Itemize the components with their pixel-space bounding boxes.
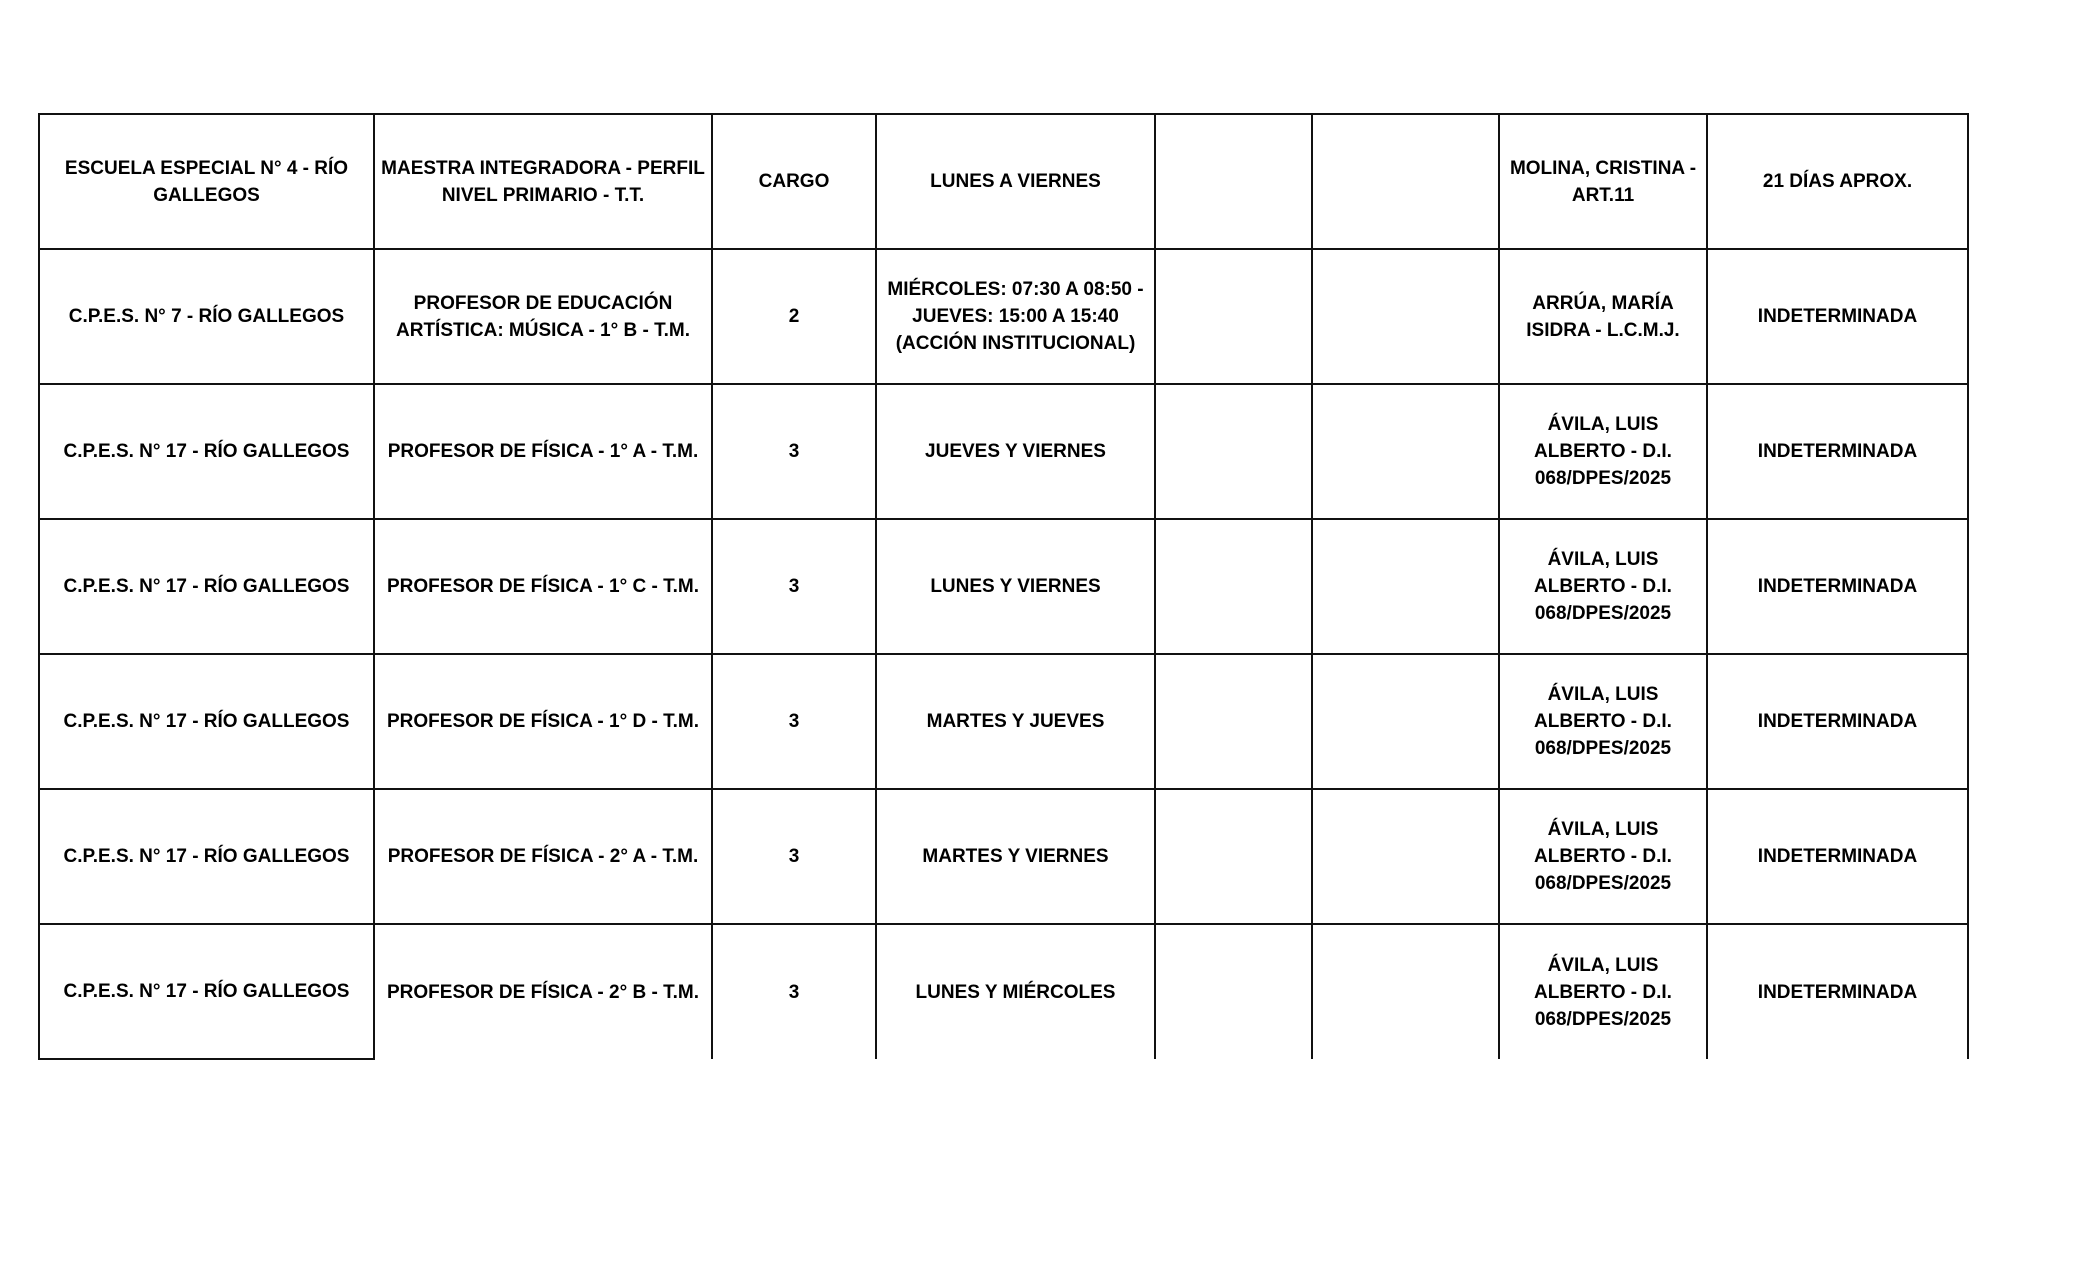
position-cell: PROFESOR DE EDUCACIÓN ARTÍSTICA: MÚSICA - 1° B - T.M. [374,249,712,384]
duration-cell: INDETERMINADA [1707,789,1968,924]
empty-cell [1312,519,1499,654]
position-cell: PROFESOR DE FÍSICA - 1° C - T.M. [374,519,712,654]
school-cell: C.P.E.S. N° 17 - RÍO GALLEGOS [39,519,374,654]
school-cell: C.P.E.S. N° 17 - RÍO GALLEGOS [39,789,374,924]
holder-cell: ÁVILA, LUIS ALBERTO - D.I. 068/DPES/2025 [1499,519,1707,654]
position-cell: PROFESOR DE FÍSICA - 1° A - T.M. [374,384,712,519]
duration-cell: INDETERMINADA [1707,654,1968,789]
table-row [39,519,1968,654]
empty-cell [1312,114,1499,249]
hours-cell: 3 [712,384,876,519]
empty-cell [1155,654,1312,789]
school-cell: C.P.E.S. N° 17 - RÍO GALLEGOS [39,384,374,519]
hours-cell: 3 [712,654,876,789]
holder-cell: ARRÚA, MARÍA ISIDRA - L.C.M.J. [1499,249,1707,384]
empty-cell [1155,249,1312,384]
empty-cell [1312,924,1499,1059]
schedule-cell: MIÉRCOLES: 07:30 A 08:50 - JUEVES: 15:00 A 15:40 (ACCIÓN INSTITUCIONAL) [876,249,1155,384]
schedule-cell: JUEVES Y VIERNES [876,384,1155,519]
table-row [39,114,1968,249]
holder-cell: MOLINA, CRISTINA - ART.11 [1499,114,1707,249]
duration-cell: INDETERMINADA [1707,384,1968,519]
school-cell: ESCUELA ESPECIAL N° 4 - RÍO GALLEGOS [39,114,374,249]
table-row [39,384,1968,519]
empty-cell [1155,924,1312,1059]
holder-cell: ÁVILA, LUIS ALBERTO - D.I. 068/DPES/2025 [1499,654,1707,789]
schedule-cell: MARTES Y JUEVES [876,654,1155,789]
empty-cell [1312,789,1499,924]
table-row [39,654,1968,789]
empty-cell [1312,654,1499,789]
holder-cell: ÁVILA, LUIS ALBERTO - D.I. 068/DPES/2025 [1499,924,1707,1059]
hours-cell: 2 [712,249,876,384]
empty-cell [1155,114,1312,249]
schedule-cell: LUNES A VIERNES [876,114,1155,249]
table-row [39,924,1968,1059]
empty-cell [1155,789,1312,924]
position-cell: PROFESOR DE FÍSICA - 2° B - T.M. [374,924,712,1059]
duration-cell: INDETERMINADA [1707,924,1968,1059]
empty-cell [1155,384,1312,519]
holder-cell: ÁVILA, LUIS ALBERTO - D.I. 068/DPES/2025 [1499,384,1707,519]
schedule-cell: LUNES Y MIÉRCOLES [876,924,1155,1059]
school-cell: C.P.E.S. N° 17 - RÍO GALLEGOS [39,924,374,1059]
schedule-cell: LUNES Y VIERNES [876,519,1155,654]
hours-cell: 3 [712,519,876,654]
school-cell: C.P.E.S. N° 17 - RÍO GALLEGOS [39,654,374,789]
empty-cell [1155,519,1312,654]
hours-cell: 3 [712,789,876,924]
table-row [39,789,1968,924]
position-cell: PROFESOR DE FÍSICA - 1° D - T.M. [374,654,712,789]
duration-cell: INDETERMINADA [1707,249,1968,384]
position-cell: PROFESOR DE FÍSICA - 2° A - T.M. [374,789,712,924]
empty-cell [1312,249,1499,384]
schedule-cell: MARTES Y VIERNES [876,789,1155,924]
vacancy-table [38,113,1969,1060]
hours-cell: CARGO [712,114,876,249]
position-cell: MAESTRA INTEGRADORA - PERFIL NIVEL PRIMARIO - T.T. [374,114,712,249]
school-cell: C.P.E.S. N° 7 - RÍO GALLEGOS [39,249,374,384]
holder-cell: ÁVILA, LUIS ALBERTO - D.I. 068/DPES/2025 [1499,789,1707,924]
duration-cell: 21 DÍAS APROX. [1707,114,1968,249]
empty-cell [1312,384,1499,519]
duration-cell: INDETERMINADA [1707,519,1968,654]
table-row [39,249,1968,384]
hours-cell: 3 [712,924,876,1059]
